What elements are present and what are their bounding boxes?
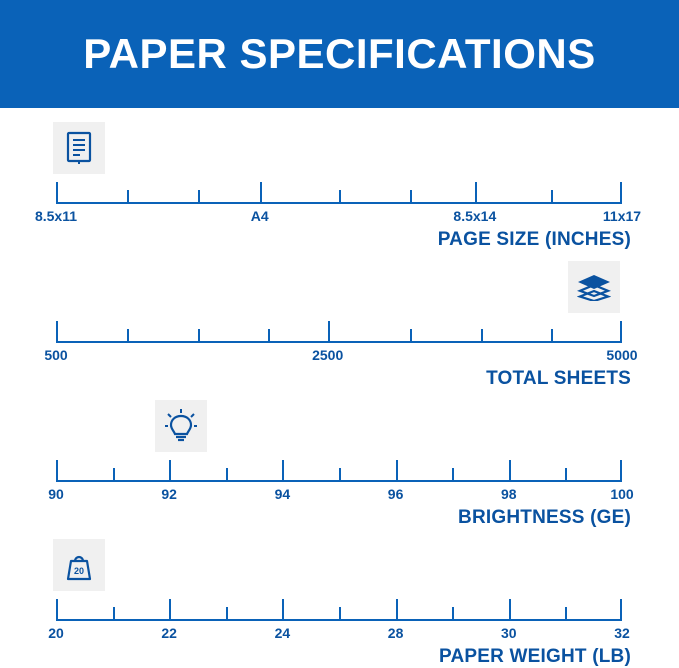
page-title: PAPER SPECIFICATIONS — [83, 30, 596, 77]
ruler-tick — [410, 329, 412, 343]
ruler-total-sheets — [56, 319, 622, 343]
ruler-tick-label: 32 — [614, 625, 630, 641]
ruler-tick — [169, 599, 171, 621]
ruler-tick — [509, 460, 511, 482]
stack-icon-box — [568, 261, 620, 313]
ruler-page-size — [56, 180, 622, 204]
ruler-tick — [282, 599, 284, 621]
spec-title-page-size: PAGE SIZE (INCHES) — [437, 229, 631, 250]
spec-row-paper-weight — [0, 525, 679, 667]
ruler-tick — [620, 182, 622, 204]
spec-title-paper-weight: PAPER WEIGHT (LB) — [439, 646, 631, 667]
ruler-tick-label: 30 — [501, 625, 517, 641]
spec-row-page-size — [0, 108, 679, 250]
lightbulb-icon — [165, 409, 197, 443]
ruler-tick — [475, 182, 477, 204]
spec-list — [0, 108, 679, 665]
spec-title-brightness: BRIGHTNESS (GE) — [458, 507, 631, 528]
ruler-tick — [56, 321, 58, 343]
ruler-tick — [113, 607, 115, 621]
ruler-tick — [56, 599, 58, 621]
ruler-tick — [620, 460, 622, 482]
ruler-tick — [56, 182, 58, 204]
ruler-tick-label: 24 — [274, 625, 291, 641]
ruler-tick-label: 8.5x11 — [34, 208, 78, 224]
ruler-tick — [410, 190, 412, 204]
ruler-tick-label: 20 — [48, 625, 64, 641]
ruler-tick — [113, 468, 115, 482]
ruler-tick — [198, 329, 200, 343]
ruler-tick — [268, 329, 270, 343]
ruler-tick — [452, 468, 454, 482]
ruler-tick-label: 94 — [274, 486, 291, 502]
spec-row-brightness — [0, 386, 679, 528]
ruler-labels-page-size — [34, 208, 642, 226]
ruler-tick — [551, 329, 553, 343]
weight-icon-box — [53, 539, 105, 591]
ruler-tick — [226, 468, 228, 482]
ruler-tick-label: 28 — [387, 625, 404, 641]
ruler-tick — [127, 190, 129, 204]
ruler-tick — [169, 460, 171, 482]
ruler-tick-label: 90 — [48, 486, 64, 502]
ruler-tick — [620, 599, 622, 621]
ruler-tick-label: 2500 — [312, 347, 344, 363]
ruler-tick — [127, 329, 129, 343]
ruler-paper-weight — [56, 597, 622, 621]
ruler-tick — [565, 468, 567, 482]
header-banner — [0, 0, 679, 108]
ruler-tick — [509, 599, 511, 621]
ruler-tick-label: 500 — [44, 347, 68, 363]
document-icon-box — [53, 122, 105, 174]
weight-icon — [63, 549, 95, 581]
ruler-tick — [481, 329, 483, 343]
ruler-axis — [56, 341, 622, 343]
ruler-labels-total-sheets — [44, 347, 638, 365]
document-icon — [64, 131, 94, 165]
ruler-tick — [56, 460, 58, 482]
ruler-tick-label: 5000 — [606, 347, 638, 363]
ruler-tick — [452, 607, 454, 621]
ruler-tick — [328, 321, 330, 343]
ruler-brightness — [56, 458, 622, 482]
ruler-tick — [620, 321, 622, 343]
ruler-tick — [396, 599, 398, 621]
spec-title-total-sheets: TOTAL SHEETS — [486, 368, 631, 389]
spec-row-total-sheets — [0, 247, 679, 389]
ruler-tick-label: 11x17 — [602, 208, 642, 224]
ruler-tick-label: 22 — [161, 625, 177, 641]
ruler-tick — [282, 460, 284, 482]
ruler-tick-label: 96 — [387, 486, 404, 502]
ruler-tick — [551, 190, 553, 204]
ruler-tick — [339, 468, 341, 482]
ruler-tick-label: 8.5x14 — [453, 208, 497, 224]
stack-icon — [577, 273, 611, 301]
ruler-tick — [198, 190, 200, 204]
ruler-tick-label: 98 — [501, 486, 517, 502]
ruler-tick-label: 100 — [610, 486, 634, 502]
svg-text:20: 20 — [73, 566, 84, 576]
ruler-tick-label: A4 — [250, 208, 269, 224]
ruler-labels-paper-weight — [48, 625, 630, 643]
ruler-tick-label: 92 — [161, 486, 177, 502]
ruler-tick — [565, 607, 567, 621]
ruler-tick — [226, 607, 228, 621]
ruler-tick — [339, 190, 341, 204]
ruler-tick — [396, 460, 398, 482]
lightbulb-icon-box — [155, 400, 207, 452]
ruler-labels-brightness — [48, 486, 634, 504]
ruler-tick — [260, 182, 262, 204]
ruler-tick — [339, 607, 341, 621]
